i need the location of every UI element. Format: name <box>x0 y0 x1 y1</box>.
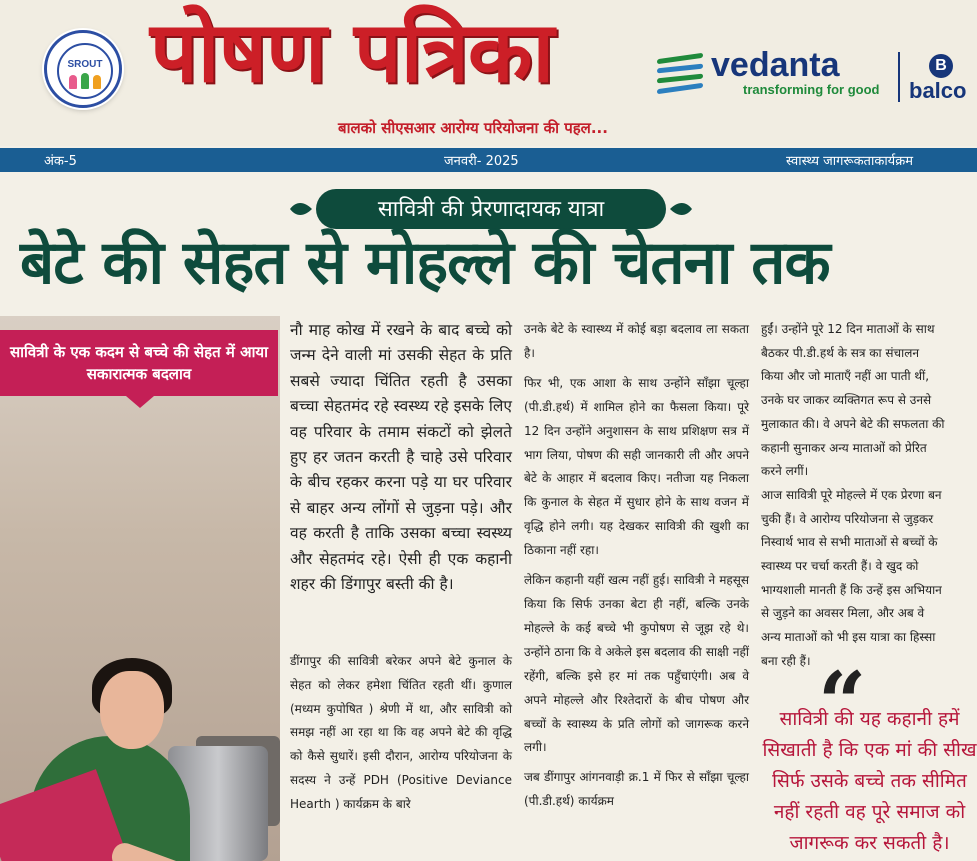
text-line: बैठकर पी.डी.हर्थ के सत्र का संचालन <box>761 345 920 360</box>
masthead-title: पोषण पत्रिका <box>150 3 554 101</box>
text-line: हुईं। उन्होंने पूरे 12 दिन माताओं के साथ <box>761 322 935 336</box>
pull-quote: सावित्री की यह कहानी हमें सिखाती है कि एक मां की सीख सिर्फ उसके बच्चे तक सीमित नहीं रहती वह पूरे समाज को जागरूक कर सकती है। <box>762 708 977 854</box>
issue-strip <box>0 148 977 172</box>
body-paragraph: डींगापुर की सावित्री बरेकर अपने बेटे कुनाल के सेहत को लेकर हमेशा चिंतित रहती थीं। कुणाल (मध्यम कुपोषित ) श्रेणी में था, और सावित्री को समझ नहीं आ रहा था कि वह अपने बेटे की वृद्धि को कैसे सुधारें। इसी दौरान, आरोग्य परियोजना के सदस्य ने उन्हें PDH (Positive Deviance Hearth ) कार्यक्रम के बारे <box>290 654 512 811</box>
text-line: आज सावित्री पूरे मोहल्ले में एक प्रेरणा बन <box>761 487 942 502</box>
text-line: मुलाकात की। वे अपने बेटे की सफलता की <box>761 416 945 431</box>
srout-logo-text: SROUT <box>67 59 103 70</box>
logo-divider <box>898 52 900 102</box>
text-line: निस्वार्थ भाव से सभी माताओं से बच्चों के <box>761 535 938 550</box>
balco-wordmark: balco <box>909 78 967 103</box>
masthead-tagline: बालको सीएसआर आरोग्य परियोजना की पहल... <box>338 119 608 137</box>
text-line: भाग्यशाली मानती हैं कि उन्हें इस अभियान <box>761 582 942 597</box>
body-paragraph: उनके बेटे के स्वास्थ्य में कोई बड़ा बदलाव ला सकता है। <box>524 322 749 360</box>
article-headline: बेटे की सेहत से मोहल्ले की चेतना तक <box>20 228 830 298</box>
body-paragraph: फिर भी, एक आशा के साथ उन्होंने साँझा चूल्हा (पी.डी.हर्थ) में शामिल होने का फैसला किया। पूरे 12 दिन उन्होंने अनुशासन के साथ प्रशिक्षण सत्र में भाग लिया, पोषण की सही जानकारी ली और अपने बेटे के आहार में बदलाव किए। नतीजा यह निकला कि कुनाल के सेहत में सुधार होने के साथ वजन में वृद्धि होने लगी। यह देखकर सावित्री की खुशी का ठिकाना नहीं रहा। <box>524 375 749 558</box>
article-column-2 <box>524 318 749 820</box>
text-line: कहानी सुनाकर अन्य माताओं को प्रेरित <box>761 440 927 455</box>
article-column-3 <box>761 318 977 674</box>
balco-mark-icon: B <box>929 54 953 78</box>
srout-logo <box>44 30 122 108</box>
text-line: किया और जो माताएँ नहीं आ पाती थीं, <box>761 369 930 384</box>
vedanta-logo <box>657 46 897 104</box>
text-line: करने लगीं। <box>761 464 809 479</box>
ornament-right-icon <box>670 201 692 217</box>
article-column-1-intro <box>290 318 512 603</box>
issue-program: स्वास्थ्य जागरूकताकार्यक्रम <box>786 154 913 169</box>
issue-number: अंक-5 <box>44 154 77 169</box>
photo-caption <box>0 330 278 396</box>
text-line: से जुड़ने का अवसर मिला, और अब वे <box>761 606 925 621</box>
vedanta-mark-icon <box>657 54 703 98</box>
text-line: अन्य माताओं को भी इस यात्रा का हिस्सा <box>761 630 936 645</box>
body-paragraph: जब डींगापुर आंगनवाड़ी क्र.1 में फिर से साँझा चूल्हा (पी.डी.हर्थ) कार्यक्रम <box>524 770 749 809</box>
intro-paragraph: नौ माह कोख में रखने के बाद बच्चे को जन्म देने वाली मां उसकी सेहत के प्रति सबसे ज्यादा चिंतित रहती है उसका बच्चा सेहतमंद रहे स्वस्थ्य रहे इसके लिए वह परिवार के तमाम संकटों को झेलते हुए हर जतन करती है चाहे उसे परिवार के बीच रहकर करना पड़े या घर परिवार से बाहर अन्य लोंगों से जुड़ना पड़े। और वह करती है ताकि उसका बच्चा स्वस्थ्य और सेहतमंद रहे। ऐसी ही एक कहानी शहर की डिंगापुर बस्ती की है। <box>290 321 512 594</box>
vedanta-slogan: transforming for good <box>743 82 880 97</box>
quote-mark-icon: “ <box>818 653 867 752</box>
text-line: बना रही हैं। <box>761 653 811 668</box>
header <box>0 0 977 146</box>
ornament-left-icon <box>290 201 312 217</box>
issue-date: जनवरी- 2025 <box>444 154 519 169</box>
body-paragraph: लेकिन कहानी यहीं खत्म नहीं हुई। सावित्री ने महसूस किया कि सिर्फ उनका बेटा ही नहीं, बल्कि उनके मोहल्ले के कई बच्चे भी कुपोषण से जूझ रहे थे। उन्होंने ठाना कि वे अकेले इस बदलाव की साक्षी नहीं रहेंगी, बल्कि इसे हर मां तक पहुँचाएंगी। अब वे अपने मोहल्ले और रिश्तेदारों के बीच पोषण और बच्चों के स्वास्थ्य के प्रति लोगों को जागरूक करने लगी। <box>524 573 749 755</box>
photo-caption-text: सावित्री के एक कदम से बच्चे की सेहत में आया सकारात्मक बदलाव <box>9 343 269 383</box>
text-line: स्वास्थ्य पर चर्चा करती हैं। वे खुद को <box>761 559 919 574</box>
text-line: चुकी हैं। वे आरोग्य परियोजना से जुड़कर <box>761 511 934 526</box>
kicker-text: सावित्री की प्रेरणादायक यात्रा <box>377 197 605 222</box>
vedanta-wordmark: vedanta <box>711 46 840 84</box>
balco-logo <box>907 54 977 104</box>
article-column-1-body <box>290 650 512 823</box>
text-line: उनके घर जाकर व्यक्तिगत रूप से उनसे <box>761 393 932 408</box>
